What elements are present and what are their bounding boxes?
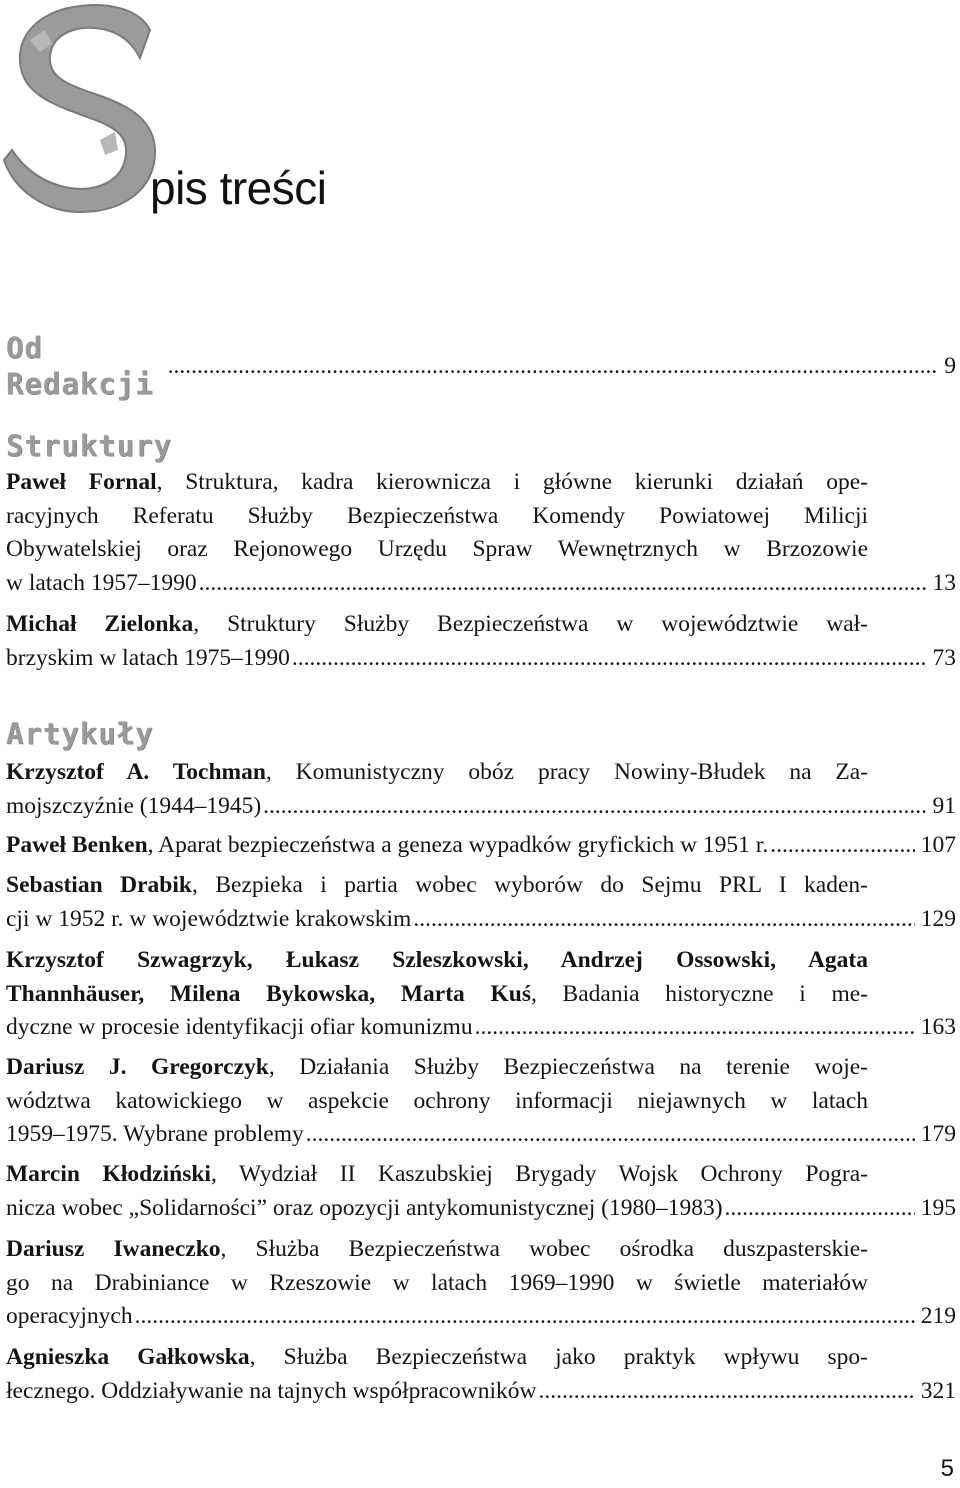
toc-entry bbox=[6, 756, 956, 823]
entry-title-line: , Służba Bezpieczeństwa jako praktyk wpływu spo- bbox=[249, 1344, 868, 1370]
entry-title-line: , Badania historyczne i me- bbox=[530, 980, 868, 1007]
entry-author: Agnieszka Gałkowska bbox=[6, 1344, 250, 1370]
toc-entry bbox=[6, 944, 956, 1045]
entry-title-line: 1959–1975. Wybrane problemy bbox=[6, 1121, 304, 1147]
page-ref: 321 bbox=[920, 1377, 956, 1404]
page-number: 5 bbox=[940, 1455, 954, 1482]
page-title bbox=[150, 160, 326, 216]
dot-leader bbox=[306, 1118, 915, 1152]
toc-entry bbox=[6, 829, 956, 863]
entry-author: Paweł Fornal bbox=[6, 469, 157, 495]
dot-leader bbox=[199, 567, 927, 601]
entry-author: Paweł Benken bbox=[6, 832, 148, 858]
entry-title-line: brzyskim w latach 1975–1990 bbox=[6, 644, 290, 671]
entry-author: Krzysztof Szwagrzyk, Łukasz Szleszkowski, Andrzej Ossowski, Agata bbox=[6, 947, 868, 973]
dot-leader bbox=[770, 829, 915, 863]
entry-title-line: , Struktury Służby Bezpieczeństwa w województwie wał- bbox=[193, 611, 868, 637]
entry-title-line: , Służba Bezpieczeństwa wobec ośrodka duszpasterskie- bbox=[220, 1236, 869, 1262]
section-heading-od-redakcji: Od Redakcji bbox=[6, 331, 154, 401]
page-ref: 107 bbox=[920, 832, 956, 858]
page-ref: 179 bbox=[920, 1121, 956, 1147]
entry-title-line: , Komunistyczny obóz pracy Nowiny-Błudek na Za- bbox=[265, 759, 868, 785]
dot-leader bbox=[292, 642, 927, 676]
entry-title-line: Obywatelskiej oraz Rejonowego Urzędu Spraw Wewnętrznych w Brzozowie bbox=[6, 536, 868, 562]
toc-entry bbox=[6, 608, 956, 675]
entry-author: Krzysztof A. Tochman bbox=[6, 759, 266, 785]
dot-leader bbox=[539, 1375, 915, 1409]
entry-title-line: w latach 1957–1990 bbox=[6, 569, 197, 596]
entry-title-line: go na Drabiniance w Rzeszowie w latach 1969–1990 w świetle materiałów bbox=[6, 1269, 868, 1296]
dot-leader bbox=[263, 790, 926, 824]
entry-title-line: wództwa katowickiego w aspekcie ochrony informacji niejawnych w latach bbox=[6, 1087, 868, 1114]
entry-author: Thannhäuser, Milena Bykowska, Marta Kuś bbox=[6, 980, 531, 1007]
section-heading-artykuly: Artykuły bbox=[6, 717, 154, 751]
page-ref: 13 bbox=[932, 569, 956, 596]
page-ref: 73 bbox=[932, 644, 956, 671]
entry-author: Sebastian Drabik bbox=[6, 872, 192, 898]
toc-entry bbox=[6, 1158, 956, 1225]
dot-leader bbox=[725, 1192, 915, 1226]
toc-entry bbox=[6, 1051, 956, 1152]
decorative-initial-s bbox=[0, 0, 175, 220]
entry-title-line: łecznego. Oddziaływanie na tajnych współpracowników bbox=[6, 1377, 537, 1404]
page-ref: 9 bbox=[944, 352, 956, 379]
entry-title-line: cji w 1952 r. w województwie krakowskim bbox=[6, 905, 412, 932]
entry-title-line: , Działania Służby Bezpieczeństwa na terenie woje- bbox=[268, 1054, 868, 1080]
section-heading-struktury: Struktury bbox=[6, 429, 173, 463]
page-ref: 163 bbox=[920, 1014, 956, 1040]
entry-title-line: , Wydział II Kaszubskiej Brygady Wojsk Ochrony Pogra- bbox=[210, 1161, 868, 1187]
entry-author: Dariusz J. Gregorczyk bbox=[6, 1054, 269, 1080]
page-ref: 129 bbox=[920, 905, 956, 932]
dot-leader bbox=[168, 353, 939, 380]
entry-author: Dariusz Iwaneczko bbox=[6, 1236, 221, 1262]
page-ref: 195 bbox=[920, 1194, 956, 1221]
entry-title-line: , Aparat bezpieczeństwa a geneza wypadków gryfickich w 1951 r. bbox=[147, 832, 769, 858]
entry-author: Marcin Kłodziński bbox=[6, 1161, 211, 1187]
entry-title-line: , Struktura, kadra kierownicza i główne kierunki działań ope- bbox=[156, 469, 869, 495]
entry-title-line: nicza wobec „Solidarności” oraz opozycji antykomunistycznej (1980–1983) bbox=[6, 1194, 723, 1221]
toc-entry bbox=[6, 466, 956, 600]
dot-leader bbox=[135, 1300, 915, 1334]
entry-title-line: operacyjnych bbox=[6, 1303, 133, 1329]
toc-entry bbox=[6, 1233, 956, 1334]
dot-leader bbox=[475, 1011, 915, 1045]
page-ref: 219 bbox=[920, 1303, 956, 1329]
dot-leader bbox=[413, 903, 914, 937]
page-title-text: pis treści bbox=[150, 162, 327, 214]
toc-entry bbox=[6, 1341, 956, 1408]
entry-title-line: , Bezpieka i partia wobec wyborów do Sejmu PRL I kaden- bbox=[191, 872, 868, 898]
entry-title-line: mojszczyźnie (1944–1945) bbox=[6, 792, 262, 819]
entry-author: Michał Zielonka bbox=[6, 611, 194, 637]
toc-entry bbox=[6, 869, 956, 936]
entry-title-line: racyjnych Referatu Służby Bezpieczeństwa Komendy Powiatowej Milicji bbox=[6, 502, 868, 529]
entry-title-line: dyczne w procesie identyfikacji ofiar komunizmu bbox=[6, 1014, 473, 1040]
page-ref: 91 bbox=[932, 792, 956, 819]
toc-entry-od-redakcji bbox=[6, 331, 956, 401]
